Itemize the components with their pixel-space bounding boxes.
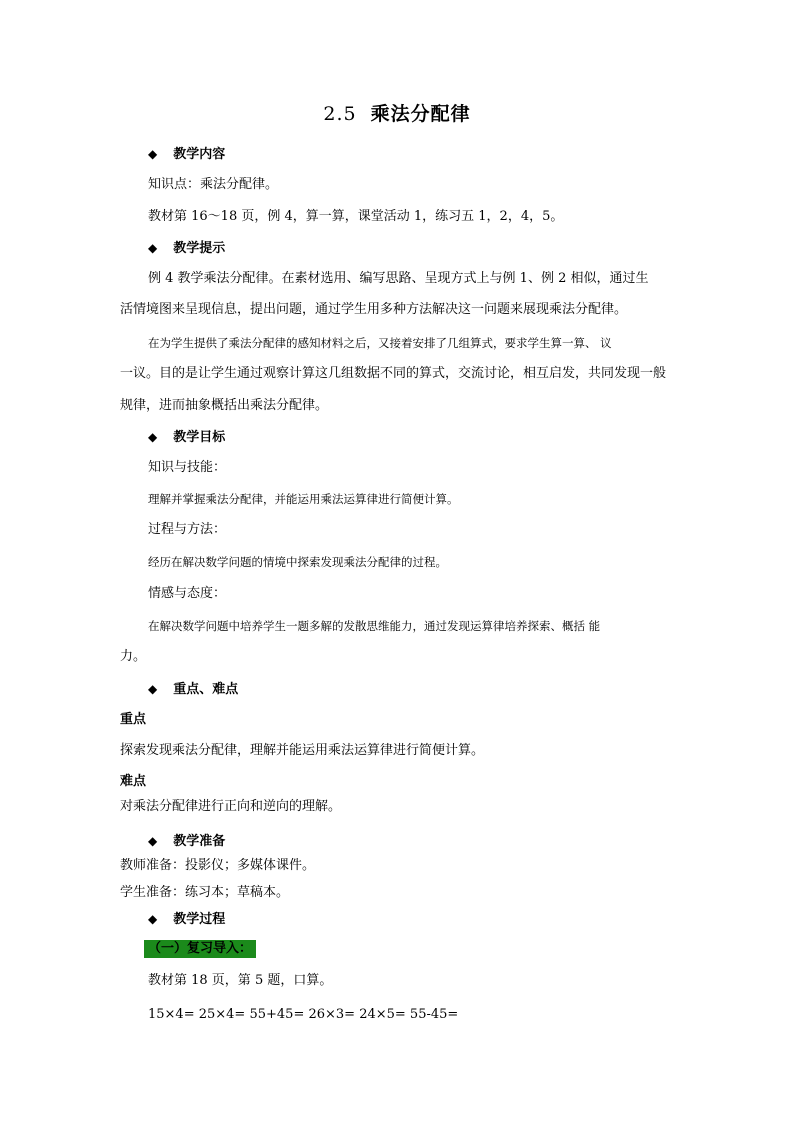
key-text: 探索发现乘法分配律，理解并能运用乘法运算律进行简便计算。 — [120, 743, 485, 758]
bullet-icon: ◆ — [148, 241, 158, 255]
hint-p1-line-1: 例 4 教学乘法分配律。在素材选用、编写思路、呈现方式上与例 1、例 2 相似，通过生 — [148, 271, 649, 286]
page-title — [0, 99, 794, 126]
goal-knowledge-text: 理解并掌握乘法分配律，并能运用乘法运算律进行简便计算。 — [148, 492, 459, 506]
heading-process: ◆ 教学过程 — [148, 912, 226, 927]
hint-p2-line-1: 在为学生提供了乘法分配律的感知材料之后，又接着安排了几组算式，要求学生算一算、 议 — [148, 336, 612, 350]
heading-content: ◆ 教学内容 — [148, 147, 226, 162]
bullet-icon: ◆ — [148, 834, 158, 848]
hint-p1-line-2: 活情境图来呈现信息，提出问题，通过学生用多种方法解决这一问题来展现乘法分配律。 — [120, 302, 628, 317]
prep-teacher: 教师准备：投影仪；多媒体课件。 — [120, 858, 316, 873]
goal-emotion-text-2: 力。 — [120, 649, 147, 664]
bullet-icon: ◆ — [148, 430, 158, 444]
bullet-icon: ◆ — [148, 147, 158, 161]
step-highlight: （一）复习导入： — [144, 940, 256, 958]
process-line-1: 教材第 18 页，第 5 题，口算。 — [148, 973, 333, 988]
bullet-icon: ◆ — [148, 682, 158, 696]
goal-process-label: 过程与方法： — [148, 522, 227, 537]
heading-goal: ◆ 教学目标 — [148, 430, 226, 445]
hint-p2-line-3: 规律，进而抽象概括出乘法分配律。 — [120, 398, 329, 413]
difficulty-text: 对乘法分配律进行正向和逆向的理解。 — [120, 799, 342, 814]
process-step-1 — [144, 940, 256, 958]
difficulty-label: 难点 — [120, 774, 147, 789]
title-number: 2.5 — [323, 103, 357, 125]
title-text: 乘法分配律 — [370, 103, 471, 125]
heading-key-points: ◆ 重点、难点 — [148, 682, 239, 697]
key-label: 重点 — [120, 712, 147, 727]
prep-student: 学生准备：练习本；草稿本。 — [120, 885, 290, 900]
bullet-icon: ◆ — [148, 912, 158, 926]
goal-process-text: 经历在解决数学问题的情境中探索发现乘法分配律的过程。 — [148, 555, 447, 569]
content-line-1: 知识点：乘法分配律。 — [148, 177, 279, 192]
hint-p2-line-2: 一议。目的是让学生通过观察计算这几组数据不同的算式，交流讨论，相互启发，共同发现一般 — [120, 366, 667, 381]
process-line-2: 15×4= 25×4= 55+45= 26×3= 24×5= 55-45= — [148, 1007, 459, 1022]
goal-knowledge-label: 知识与技能： — [148, 460, 227, 475]
goal-emotion-text-1: 在解决数学问题中培养学生一题多解的发散思维能力，通过发现运算律培养探索、概括 能 — [148, 619, 601, 633]
content-line-2: 教材第 16～18 页，例 4，算一算，课堂活动 1，练习五 1，2，4，5。 — [148, 209, 564, 224]
heading-preparation: ◆ 教学准备 — [148, 834, 226, 849]
goal-emotion-label: 情感与态度： — [148, 586, 227, 601]
heading-hint: ◆ 教学提示 — [148, 241, 226, 256]
